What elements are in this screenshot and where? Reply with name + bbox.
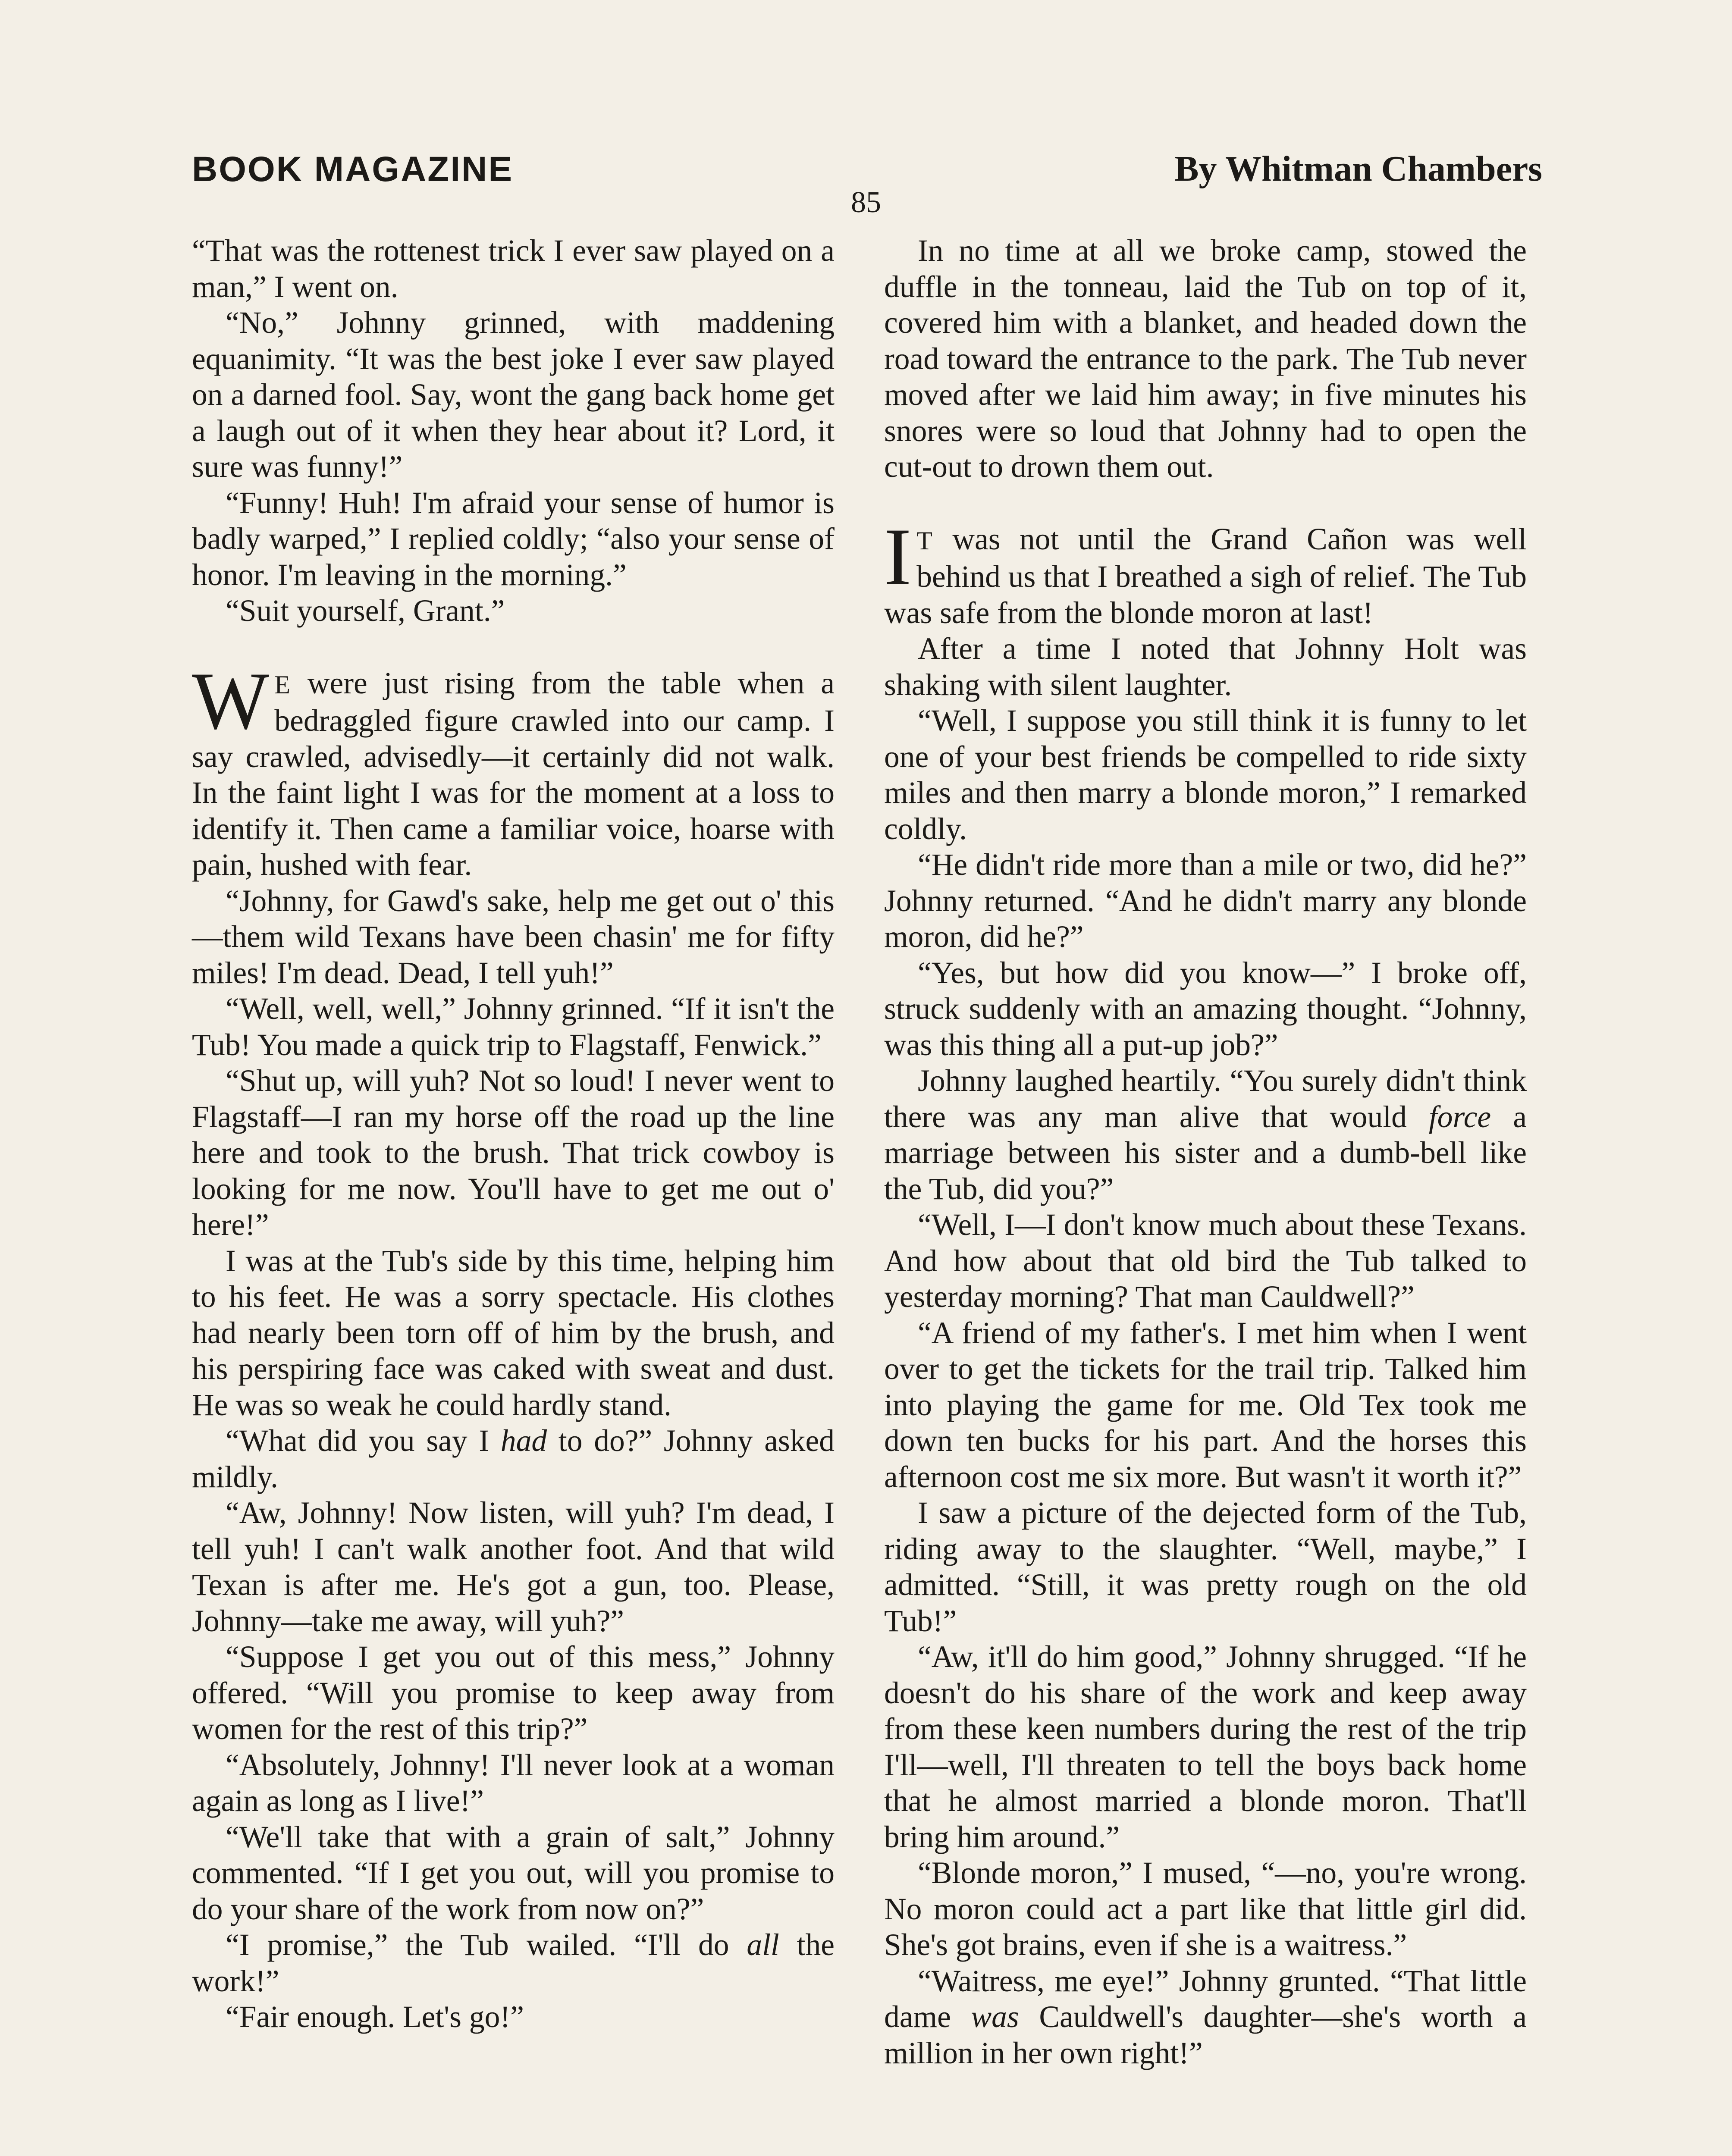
paragraph: I was at the Tub's side by this time, helping him to his feet. He was a sorry spectacle. His clothes had nearly been torn off of him by the brush, and his perspiring face was caked with sweat and dust. He was so weak he could hardly stand. <box>192 1244 835 1422</box>
paragraph <box>884 1963 1527 2071</box>
paragraph <box>192 1927 835 1999</box>
text-run: Cauldwell's daughter—she's worth a million in her own right!” <box>884 2000 1527 2070</box>
paragraph: “Shut up, will yuh? Not so loud! I never went to Flagstaff—I ran my horse off the road up the line here and took to the brush. That trick cowboy is looking for me now. You'll have to get me out o' here!” <box>192 1064 835 1242</box>
text-run: to do?” Johnny asked mildly. <box>192 1424 835 1494</box>
paragraph: After a time I noted that Johnny Holt was shaking with silent laughter. <box>884 632 1527 702</box>
paragraph: “Aw, it'll do him good,” Johnny shrugged. “If he doesn't do his share of the work and keep away from these keen numbers during the rest of the trip I'll—well, I'll threaten to tell the boys back home that he almost married a blonde moron. That'll bring him around.” <box>884 1640 1527 1854</box>
running-head <box>192 142 1542 190</box>
text-run: Johnny laughed heartily. “You surely didn't think there was any man alive that would <box>884 1064 1527 1134</box>
paragraph: “Funny! Huh! I'm afraid your sense of humor is badly warped,” I replied coldly; “also your sense of honor. I'm leaving in the morning.” <box>192 486 835 592</box>
text-run: the work!” <box>192 1928 835 1998</box>
emphasis: had <box>500 1424 547 1458</box>
page-number: 85 <box>851 186 881 219</box>
lead-in: E <box>274 670 291 699</box>
paragraph: In no time at all we broke camp, stowed the duffle in the tonneau, laid the Tub on top of it, covered him with a blanket, and headed down the road toward the entrance to the park. The Tub never moved after we laid him away; in five minutes his snores were so loud that Johnny had to open the cut-out to drown them out. <box>884 234 1527 484</box>
lead-in: T <box>916 526 933 555</box>
paragraph: “Johnny, for Gawd's sake, help me get out o' this—them wild Texans have been chasin' me for fifty miles! I'm dead. Dead, I tell yuh!” <box>192 884 835 990</box>
section-opening-paragraph <box>884 511 1527 631</box>
left-column <box>192 233 835 2035</box>
right-column <box>884 233 1527 2071</box>
paragraph: I saw a picture of the dejected form of the Tub, riding away to the slaughter. “Well, maybe,” I admitted. “Still, it was pretty rough on the old Tub!” <box>884 1496 1527 1638</box>
paragraph: “Well, well, well,” Johnny grinned. “If it isn't the Tub! You made a quick trip to Flagstaff, Fenwick.” <box>192 992 835 1062</box>
text-run: “What did you say I <box>226 1424 501 1458</box>
paragraph <box>884 1063 1527 1207</box>
paragraph-text: were just rising from the table when a bedraggled figure crawled into our camp. I say crawled, advisedly—it certainly did not walk. In the faint light I was for the moment at a loss to identify it. Then came a familiar voice, hoarse with pain, hushed with fear. <box>192 666 835 882</box>
author-byline: By Whitman Chambers <box>1174 149 1542 189</box>
emphasis: all <box>747 1928 779 1962</box>
paragraph: “We'll take that with a grain of salt,” Johnny commented. “If I get you out, will you promise to do your share of the work from now on?” <box>192 1820 835 1926</box>
paragraph: “Suit yourself, Grant.” <box>226 594 505 628</box>
paragraph: “Blonde moron,” I mused, “—no, you're wrong. No moron could act a part like that little girl did. She's got brains, even if she is a waitress.” <box>884 1856 1527 1962</box>
paragraph: “That was the rottenest trick I ever saw played on a man,” I went on. <box>192 234 835 304</box>
paragraph: “Suppose I get you out of this mess,” Johnny offered. “Will you promise to keep away from women for the rest of this trip?” <box>192 1640 835 1746</box>
paragraph: “Fair enough. Let's go!” <box>226 2000 524 2034</box>
paragraph: “Well, I—I don't know much about these Texans. And how about that old bird the Tub talked to yesterday morning? That man Cauldwell?” <box>884 1208 1527 1314</box>
section-opening-paragraph <box>192 655 835 883</box>
magazine-title: BOOK MAGAZINE <box>192 150 514 189</box>
paragraph: “A friend of my father's. I met him when I went over to get the tickets for the trail trip. Talked him into playing the game for me. Old Tex took me down ten bucks for his part. And the horses this afternoon cost me six more. But wasn't it worth it?” <box>884 1316 1527 1494</box>
emphasis: force <box>1428 1100 1491 1134</box>
paragraph: “No,” Johnny grinned, with maddening equanimity. “It was the best joke I ever saw played on a darned fool. Say, wont the gang back home get a laugh out of it when they hear about it? Lord, it sure was funny!” <box>192 306 835 484</box>
text-run: “Waitress, me eye!” Johnny grunted. “That little dame <box>884 1964 1527 2034</box>
emphasis: was <box>971 2000 1019 2034</box>
paragraph-text: was not until the Grand Cañon was well behind us that I breathed a sigh of relief. The Tub was safe from the blonde moron at last! <box>884 522 1527 630</box>
paragraph: “Well, I suppose you still think it is funny to let one of your best friends be compelled to ride sixty miles and then marry a blonde moron,” I remarked coldly. <box>884 704 1527 846</box>
paragraph: “He didn't ride more than a mile or two, did he?” Johnny returned. “And he didn't marry any blonde moron, did he?” <box>884 848 1527 954</box>
drop-cap: I <box>884 511 912 602</box>
text-run: “I promise,” the Tub wailed. “I'll do <box>226 1928 747 1962</box>
paragraph: “Yes, but how did you know—” I broke off, struck suddenly with an amazing thought. “Johnny, was this thing all a put-up job?” <box>884 956 1527 1062</box>
paragraph: “Aw, Johnny! Now listen, will yuh? I'm dead, I tell yuh! I can't walk another foot. And that wild Texan is after me. He's got a gun, too. Please, Johnny—take me away, will yuh?” <box>192 1496 835 1638</box>
paragraph: “Absolutely, Johnny! I'll never look at a woman again as long as I live!” <box>192 1748 835 1818</box>
drop-cap: W <box>192 655 270 746</box>
paragraph <box>192 1423 835 1495</box>
text-run: a marriage between his sister and a dumb-bell like the Tub, did you?” <box>884 1100 1527 1206</box>
